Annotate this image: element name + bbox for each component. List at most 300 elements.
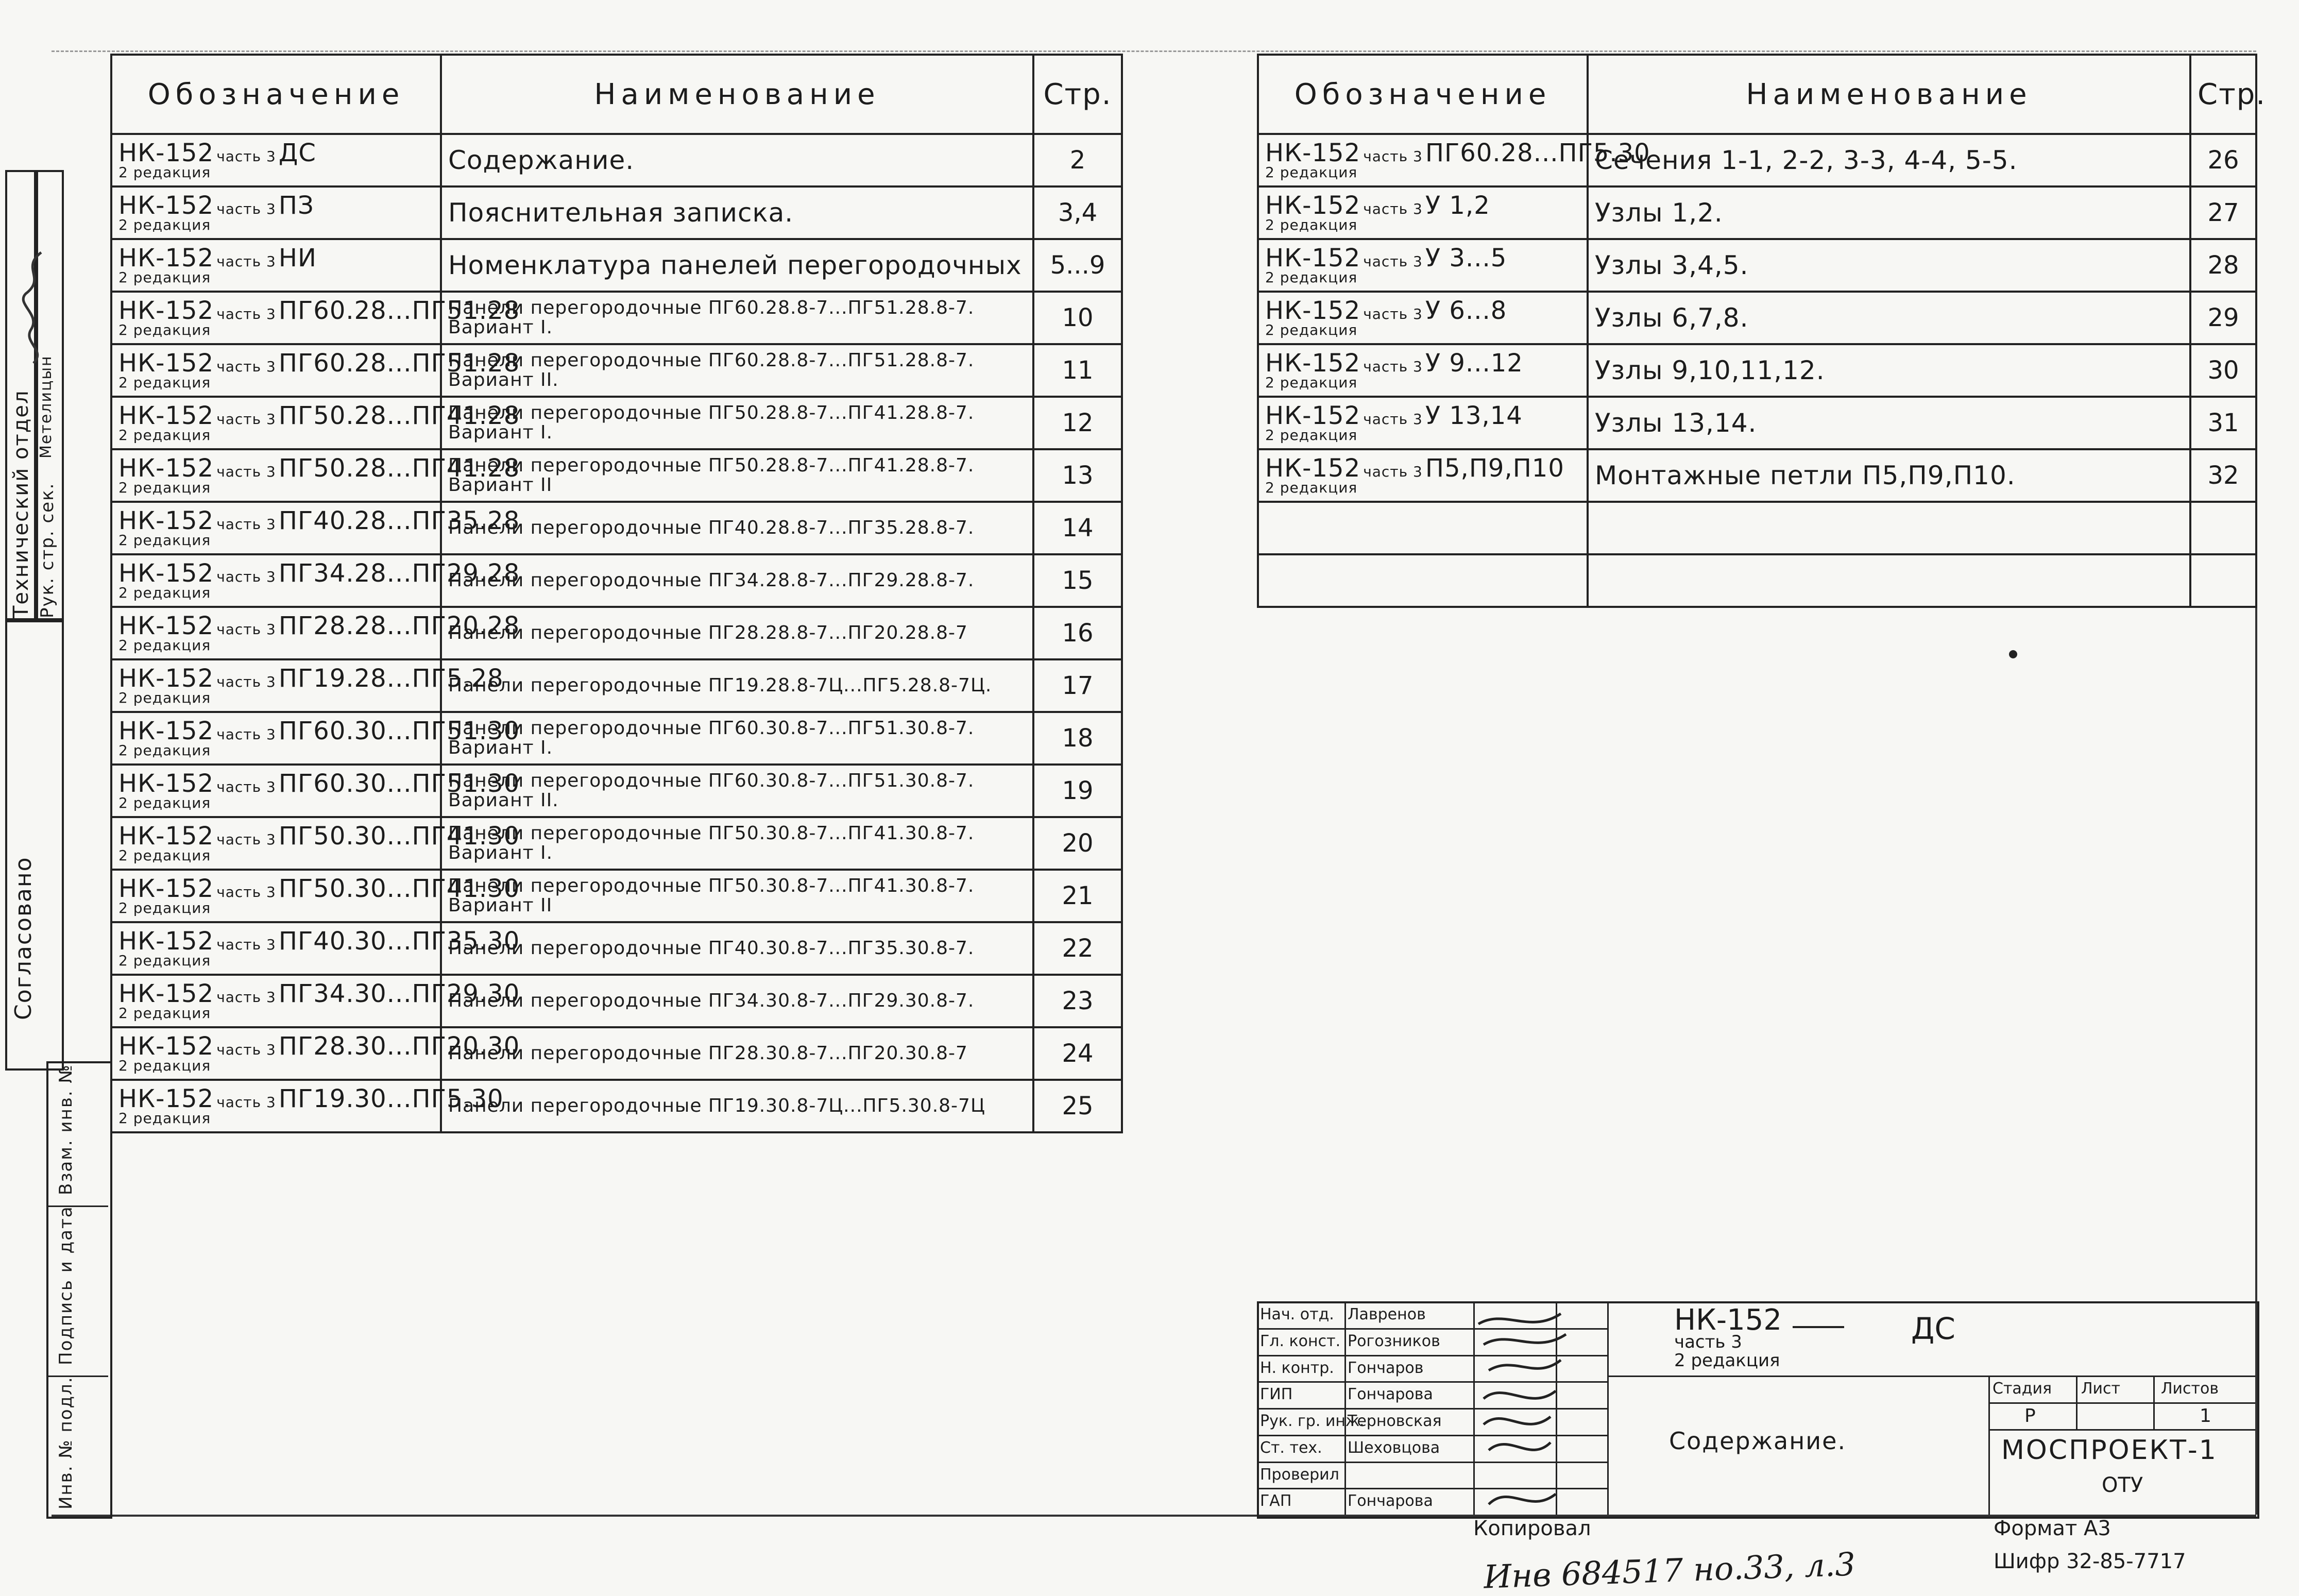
page-cell: 23 xyxy=(1033,975,1122,1027)
doc-edition: 2 редакция xyxy=(1265,321,1358,338)
doc-edition: 2 редакция xyxy=(118,899,211,916)
doc-code: ПГ60.30...ПГ51.30 xyxy=(278,769,520,798)
name-cell xyxy=(1588,449,2190,502)
table-row xyxy=(111,870,1122,922)
table-row xyxy=(111,712,1122,765)
footer-copied: Копировал xyxy=(1473,1517,1591,1540)
designation-cell xyxy=(111,502,520,554)
doc-part: часть 3 xyxy=(216,200,276,217)
doc-number: НК-152 xyxy=(118,769,214,798)
row-name: Сечения 1-1, 2-2, 3-3, 4-4, 5-5. xyxy=(1595,145,2018,175)
doc-edition: 2 редакция xyxy=(118,321,211,338)
table-row xyxy=(111,975,1122,1027)
doc-code: ПГ50.28...ПГ41.28 xyxy=(278,454,520,483)
table-row xyxy=(111,607,1122,659)
name-cell xyxy=(441,344,1033,397)
name-cell xyxy=(441,765,1033,817)
doc-code: У 1,2 xyxy=(1425,191,1490,220)
page-cell: 11 xyxy=(1033,344,1122,397)
designation-cell xyxy=(1258,134,1650,186)
header-name: Наименование xyxy=(441,55,1033,134)
doc-edition: 2 редакция xyxy=(118,584,211,601)
right-contents-table xyxy=(1257,54,2267,608)
row-name: Узлы 13,14. xyxy=(1595,408,1757,438)
designation-cell xyxy=(111,344,520,397)
doc-code: ПГ50.30...ПГ41.30 xyxy=(278,822,520,851)
doc-edition: 2 редакция xyxy=(118,689,211,706)
doc-part: часть 3 xyxy=(216,726,276,743)
designation-cell xyxy=(111,712,520,765)
row-name: Панели перегородочные ПГ50.30.8-7...ПГ41.30.8-7. Вариант II xyxy=(448,875,975,916)
row-name: Узлы 1,2. xyxy=(1595,197,1723,228)
row-name: Номенклатура панелей перегородочных xyxy=(448,250,1022,280)
row-name: Панели перегородочные ПГ50.30.8-7...ПГ41.30.8-7. Вариант I. xyxy=(448,823,975,863)
designation-cell xyxy=(1258,502,1588,554)
table-row xyxy=(1258,449,2256,502)
doc-edition: 2 редакция xyxy=(118,742,211,759)
doc-number: НК-152 xyxy=(1265,296,1361,325)
doc-part: часть 3 xyxy=(216,778,276,795)
row-name: Панели перегородочные ПГ28.28.8-7...ПГ20.28.8-7 xyxy=(448,622,968,644)
tb-title-divider xyxy=(1607,1376,2255,1377)
doc-number: НК-152 xyxy=(118,664,214,693)
designation-cell xyxy=(111,975,520,1027)
doc-code: У 13,14 xyxy=(1425,401,1523,430)
page-cell: 16 xyxy=(1033,607,1122,659)
designation-cell xyxy=(111,134,441,186)
table-row xyxy=(111,397,1122,449)
page-cell: 29 xyxy=(2190,292,2256,344)
designation-cell xyxy=(111,1080,504,1132)
doc-part: часть 3 xyxy=(216,568,276,585)
table-row xyxy=(1258,344,2256,397)
tb-doc-title: НК-152 xyxy=(1674,1303,1782,1337)
tb-person-name: Терновская xyxy=(1348,1412,1442,1430)
tb-sheets-value: 1 xyxy=(2200,1405,2211,1427)
doc-part: часть 3 xyxy=(216,831,276,848)
doc-part: часть 3 xyxy=(1363,305,1423,322)
doc-number: НК-152 xyxy=(1265,191,1361,220)
table-row xyxy=(111,134,1122,186)
designation-cell xyxy=(111,870,520,922)
table-row xyxy=(1258,397,2256,449)
doc-code: НИ xyxy=(278,244,317,273)
doc-edition: 2 редакция xyxy=(118,1057,211,1074)
tb-dept: ОТУ xyxy=(2102,1473,2143,1497)
page-cell: 2 xyxy=(1033,134,1122,186)
doc-code: ПГ50.28...ПГ41.28 xyxy=(278,401,520,430)
designation-cell xyxy=(111,186,441,239)
doc-part: часть 3 xyxy=(216,253,276,270)
doc-part: часть 3 xyxy=(1363,411,1423,428)
doc-edition: 2 редакция xyxy=(118,269,211,286)
row-name: Панели перегородочные ПГ60.28.8-7...ПГ51.28.8-7. Вариант II. xyxy=(448,350,975,390)
doc-part: часть 3 xyxy=(216,305,276,322)
doc-number: НК-152 xyxy=(118,401,214,430)
right-table-header xyxy=(1258,55,2256,134)
header-page: Стр. xyxy=(2190,55,2256,134)
name-cell xyxy=(441,239,1033,292)
doc-number: НК-152 xyxy=(1265,454,1361,483)
name-cell xyxy=(441,870,1033,922)
doc-part: часть 3 xyxy=(216,358,276,375)
doc-code: У 9...12 xyxy=(1425,349,1523,378)
page-cell: 18 xyxy=(1033,712,1122,765)
doc-edition: 2 редакция xyxy=(1265,479,1358,496)
table-row xyxy=(111,502,1122,554)
designation-cell xyxy=(1258,449,1588,502)
table-row xyxy=(111,554,1122,607)
tb-stage-header-line xyxy=(1988,1402,2255,1404)
name-cell xyxy=(441,659,1033,712)
doc-code: ПГ19.30...ПГ5.30 xyxy=(278,1084,504,1113)
tb-role: ГИП xyxy=(1260,1385,1293,1404)
doc-edition: 2 редакция xyxy=(1265,216,1358,233)
page-cell: 26 xyxy=(2190,134,2256,186)
tb-stage-value: Р xyxy=(2024,1405,2036,1427)
table-row xyxy=(1258,239,2256,292)
doc-number: НК-152 xyxy=(118,244,214,273)
page-cell: 12 xyxy=(1033,397,1122,449)
doc-code: ПГ19.28...ПГ5.28 xyxy=(278,664,504,693)
doc-edition: 2 редакция xyxy=(118,637,211,654)
designation-cell xyxy=(111,239,441,292)
doc-part: часть 3 xyxy=(216,148,276,165)
header-designation: Обозначение xyxy=(1258,55,1588,134)
doc-number: НК-152 xyxy=(118,454,214,483)
doc-edition: 2 редакция xyxy=(118,374,211,391)
table-row xyxy=(111,344,1122,397)
footer-format: Формат А3 xyxy=(1994,1517,2111,1540)
tb-code: ДС xyxy=(1911,1311,1955,1346)
table-row xyxy=(1258,186,2256,239)
designation-cell xyxy=(1258,292,1588,344)
doc-number: НК-152 xyxy=(118,822,214,851)
tb-person-name: Гончарова xyxy=(1348,1492,1433,1510)
designation-cell xyxy=(111,1027,520,1080)
doc-part: часть 3 xyxy=(1363,148,1423,165)
row-name: Узлы 3,4,5. xyxy=(1595,250,1749,280)
name-cell xyxy=(1588,292,2190,344)
tb-sheet-title: Содержание. xyxy=(1669,1427,1847,1455)
name-cell xyxy=(441,607,1033,659)
designation-cell xyxy=(111,922,520,975)
doc-code: ПГ50.30...ПГ41.30 xyxy=(278,874,520,903)
row-name: Панели перегородочные ПГ19.30.8-7Ц...ПГ5.30.8-7Ц xyxy=(448,1095,985,1117)
page-cell: 21 xyxy=(1033,870,1122,922)
name-cell xyxy=(1588,239,2190,292)
row-name: Узлы 9,10,11,12. xyxy=(1595,355,1825,385)
row-name: Панели перегородочные ПГ40.28.8-7...ПГ35.28.8-7. xyxy=(448,517,975,539)
tb-role: Проверил xyxy=(1260,1465,1339,1484)
doc-code: ПЗ xyxy=(278,191,314,220)
doc-edition: 2 редакция xyxy=(118,532,211,549)
header-page: Стр. xyxy=(1033,55,1122,134)
designation-cell xyxy=(111,765,520,817)
tb-role: Н. контр. xyxy=(1260,1359,1334,1377)
name-cell xyxy=(1588,344,2190,397)
doc-code: ПГ40.28...ПГ35.28 xyxy=(278,506,520,535)
row-name: Пояснительная записка. xyxy=(448,197,794,228)
page-cell: 15 xyxy=(1033,554,1122,607)
page-cell xyxy=(2190,502,2256,554)
tb-col-date xyxy=(1607,1301,1609,1515)
tb-person-name: Лавренов xyxy=(1348,1305,1426,1323)
doc-part: часть 3 xyxy=(216,621,276,638)
page-cell: 3,4 xyxy=(1033,186,1122,239)
page-cell: 27 xyxy=(2190,186,2256,239)
page-cell: 30 xyxy=(2190,344,2256,397)
page-cell: 31 xyxy=(2190,397,2256,449)
table-row xyxy=(1258,502,2256,554)
tb-sheet-label: Лист xyxy=(2081,1380,2121,1398)
doc-code: У 3...5 xyxy=(1425,244,1507,273)
name-cell xyxy=(441,1027,1033,1080)
doc-code: ПГ60.30...ПГ51.30 xyxy=(278,717,520,745)
doc-edition: 2 редакция xyxy=(118,1110,211,1127)
row-name: Монтажные петли П5,П9,П10. xyxy=(1595,460,2016,490)
row-name: Панели перегородочные ПГ34.30.8-7...ПГ29.30.8-7. xyxy=(448,990,975,1012)
row-name: Панели перегородочные ПГ19.28.8-7Ц...ПГ5.28.8-7Ц. xyxy=(448,675,992,697)
doc-edition: 2 редакция xyxy=(118,427,211,444)
header-designation: Обозначение xyxy=(111,55,441,134)
row-name: Панели перегородочные ПГ50.28.8-7...ПГ41.28.8-7. Вариант II xyxy=(448,455,975,496)
tb-role: Ст. тех. xyxy=(1260,1438,1322,1457)
doc-part: часть 3 xyxy=(1363,253,1423,270)
name-cell xyxy=(1588,554,2190,607)
strip-soglasovano-label: Согласовано xyxy=(10,856,37,1020)
page-cell: 10 xyxy=(1033,292,1122,344)
doc-edition: 2 редакция xyxy=(118,216,211,233)
strip-signature xyxy=(10,247,57,366)
designation-cell xyxy=(1258,186,1588,239)
header-name: Наименование xyxy=(1588,55,2190,134)
tb-person-name: Рогозников xyxy=(1348,1332,1440,1350)
doc-part: часть 3 xyxy=(216,989,276,1006)
table-row xyxy=(111,922,1122,975)
row-name: Панели перегородочные ПГ34.28.8-7...ПГ29.28.8-7. xyxy=(448,570,975,591)
doc-number: НК-152 xyxy=(118,296,214,325)
table-row xyxy=(111,292,1122,344)
doc-code: ПГ28.28...ПГ20.28 xyxy=(278,612,520,640)
tb-stage-col-2 xyxy=(2153,1376,2155,1429)
table-row xyxy=(111,1027,1122,1080)
row-name: Панели перегородочные ПГ60.30.8-7...ПГ51.30.8-7. Вариант I. xyxy=(448,718,975,758)
doc-part: часть 3 xyxy=(216,1041,276,1058)
tb-role: Рук. гр. инж. xyxy=(1260,1412,1365,1430)
table-row xyxy=(111,765,1122,817)
tb-edition: 2 редакция xyxy=(1674,1350,1780,1371)
tb-part: часть 3 xyxy=(1674,1332,1742,1352)
tb-signatures xyxy=(1473,1303,1576,1515)
row-name: Содержание. xyxy=(448,145,635,175)
tb-person-name: Гончаров xyxy=(1348,1359,1424,1377)
tb-person-name: Гончарова xyxy=(1348,1385,1433,1404)
row-name: Панели перегородочные ПГ60.28.8-7...ПГ51.28.8-7. Вариант I. xyxy=(448,297,975,338)
table-row xyxy=(111,186,1122,239)
table-row xyxy=(1258,134,2256,186)
doc-code: ПГ60.28...ПГ5.30 xyxy=(1425,139,1650,167)
page-cell xyxy=(2190,554,2256,607)
page-cell: 17 xyxy=(1033,659,1122,712)
strip-otdel-label: Технический отдел xyxy=(9,389,33,618)
doc-part: часть 3 xyxy=(216,673,276,690)
name-cell xyxy=(441,134,1033,186)
tb-role: Нач. отд. xyxy=(1260,1305,1334,1323)
designation-cell xyxy=(1258,554,1588,607)
page-cell: 19 xyxy=(1033,765,1122,817)
doc-part: часть 3 xyxy=(216,411,276,428)
designation-cell xyxy=(111,817,520,870)
table-row xyxy=(111,449,1122,502)
name-cell xyxy=(441,186,1033,239)
row-name: Панели перегородочные ПГ50.28.8-7...ПГ41.28.8-7. Вариант I. xyxy=(448,402,975,443)
strip-metelitsyn-label: Метелицын xyxy=(37,355,55,459)
row-name: Панели перегородочные ПГ40.30.8-7...ПГ35.30.8-7. xyxy=(448,938,975,959)
tb-info-divider xyxy=(1988,1376,1990,1515)
page-cell: 22 xyxy=(1033,922,1122,975)
strip-inv-label: Инв. № подл. xyxy=(56,1376,76,1509)
doc-part: часть 3 xyxy=(1363,358,1423,375)
doc-number: НК-152 xyxy=(118,1084,214,1113)
doc-code: П5,П9,П10 xyxy=(1425,454,1564,483)
doc-part: часть 3 xyxy=(216,516,276,533)
doc-number: НК-152 xyxy=(118,979,214,1008)
strip-vzam-label: Взам. инв. № xyxy=(56,1064,76,1195)
strip-podpis-label: Подпись и дата xyxy=(56,1206,76,1365)
name-cell xyxy=(441,292,1033,344)
doc-part: часть 3 xyxy=(216,463,276,480)
doc-edition: 2 редакция xyxy=(1265,164,1358,181)
doc-number: НК-152 xyxy=(1265,401,1361,430)
designation-cell xyxy=(111,449,520,502)
name-cell xyxy=(441,554,1033,607)
doc-edition: 2 редакция xyxy=(1265,374,1358,391)
doc-edition: 2 редакция xyxy=(118,479,211,496)
strip-ruk-label: Рук. стр. сек. xyxy=(37,482,58,618)
doc-part: часть 3 xyxy=(216,1094,276,1111)
doc-number: НК-152 xyxy=(118,191,214,220)
table-row xyxy=(111,659,1122,712)
doc-number: НК-152 xyxy=(118,559,214,588)
doc-edition: 2 редакция xyxy=(118,847,211,864)
name-cell xyxy=(441,502,1033,554)
name-cell xyxy=(1588,186,2190,239)
name-cell xyxy=(1588,134,2190,186)
doc-number: НК-152 xyxy=(118,349,214,378)
name-cell xyxy=(441,817,1033,870)
tb-stage-value-line xyxy=(1988,1429,2255,1431)
tb-stage-label: Стадия xyxy=(1993,1380,2052,1398)
doc-number: НК-152 xyxy=(118,927,214,956)
designation-cell xyxy=(111,554,520,607)
doc-edition: 2 редакция xyxy=(1265,427,1358,444)
tb-sheets-label: Листов xyxy=(2161,1380,2219,1398)
doc-number: НК-152 xyxy=(118,506,214,535)
page-cell: 14 xyxy=(1033,502,1122,554)
tb-dash xyxy=(1793,1326,1844,1328)
table-row xyxy=(111,1080,1122,1132)
doc-code: ПГ60.28...ПГ51.28 xyxy=(278,349,520,378)
name-cell xyxy=(441,712,1033,765)
doc-number: НК-152 xyxy=(1265,244,1361,273)
doc-number: НК-152 xyxy=(118,1032,214,1061)
doc-code: ПГ34.28...ПГ29.28 xyxy=(278,559,520,588)
row-name: Узлы 6,7,8. xyxy=(1595,302,1749,333)
page-cell: 28 xyxy=(2190,239,2256,292)
tb-person-name: Шеховцова xyxy=(1348,1438,1440,1457)
designation-cell xyxy=(1258,239,1588,292)
row-name: Панели перегородочные ПГ28.30.8-7...ПГ20.30.8-7 xyxy=(448,1043,968,1064)
doc-number: НК-152 xyxy=(118,612,214,640)
tb-role: ГАП xyxy=(1260,1492,1292,1510)
doc-number: НК-152 xyxy=(118,717,214,745)
doc-part: часть 3 xyxy=(1363,463,1423,480)
tb-role: Гл. конст. xyxy=(1260,1332,1341,1350)
doc-edition: 2 редакция xyxy=(118,952,211,969)
designation-cell xyxy=(1258,397,1588,449)
name-cell xyxy=(441,1080,1033,1132)
name-cell xyxy=(441,449,1033,502)
doc-edition: 2 редакция xyxy=(1265,269,1358,286)
doc-part: часть 3 xyxy=(216,884,276,901)
table-row xyxy=(1258,292,2256,344)
name-cell xyxy=(441,922,1033,975)
left-contents-table xyxy=(110,54,1123,1133)
page-cell: 5...9 xyxy=(1033,239,1122,292)
name-cell xyxy=(441,975,1033,1027)
doc-number: НК-152 xyxy=(118,874,214,903)
row-name: Панели перегородочные ПГ60.30.8-7...ПГ51.30.8-7. Вариант II. xyxy=(448,770,975,811)
doc-edition: 2 редакция xyxy=(118,1005,211,1022)
doc-number: НК-152 xyxy=(118,139,214,167)
page-cell: 13 xyxy=(1033,449,1122,502)
doc-edition: 2 редакция xyxy=(118,794,211,811)
doc-code: ПГ28.30...ПГ20.30 xyxy=(278,1032,520,1061)
table-row xyxy=(1258,554,2256,607)
name-cell xyxy=(441,397,1033,449)
name-cell xyxy=(1588,502,2190,554)
footer-inv-handwritten: Инв 684517 но.33, л.3 xyxy=(1483,1545,1856,1596)
designation-cell xyxy=(111,292,520,344)
top-frame-line xyxy=(52,50,2256,52)
table-row xyxy=(111,817,1122,870)
table-row xyxy=(111,239,1122,292)
doc-part: часть 3 xyxy=(1363,200,1423,217)
doc-code: У 6...8 xyxy=(1425,296,1507,325)
doc-edition: 2 редакция xyxy=(118,164,211,181)
doc-code: ПГ40.30...ПГ35.30 xyxy=(278,927,520,956)
page-cell: 24 xyxy=(1033,1027,1122,1080)
footer-cipher: Шифр 32-85-7717 xyxy=(1994,1550,2186,1573)
doc-part: часть 3 xyxy=(216,936,276,953)
designation-cell xyxy=(111,607,520,659)
page-cell: 25 xyxy=(1033,1080,1122,1132)
left-table-header xyxy=(111,55,1122,134)
doc-number: НК-152 xyxy=(1265,139,1361,167)
designation-cell xyxy=(111,397,520,449)
tb-stage-col-1 xyxy=(2076,1376,2077,1429)
page-cell: 20 xyxy=(1033,817,1122,870)
doc-number: НК-152 xyxy=(1265,349,1361,378)
doc-code: ДС xyxy=(278,139,316,167)
designation-cell xyxy=(1258,344,1588,397)
doc-code: ПГ60.28...ПГ51.28 xyxy=(278,296,520,325)
doc-code: ПГ34.30...ПГ29.30 xyxy=(278,979,520,1008)
ink-dot xyxy=(2009,650,2017,658)
name-cell xyxy=(1588,397,2190,449)
page-cell: 32 xyxy=(2190,449,2256,502)
